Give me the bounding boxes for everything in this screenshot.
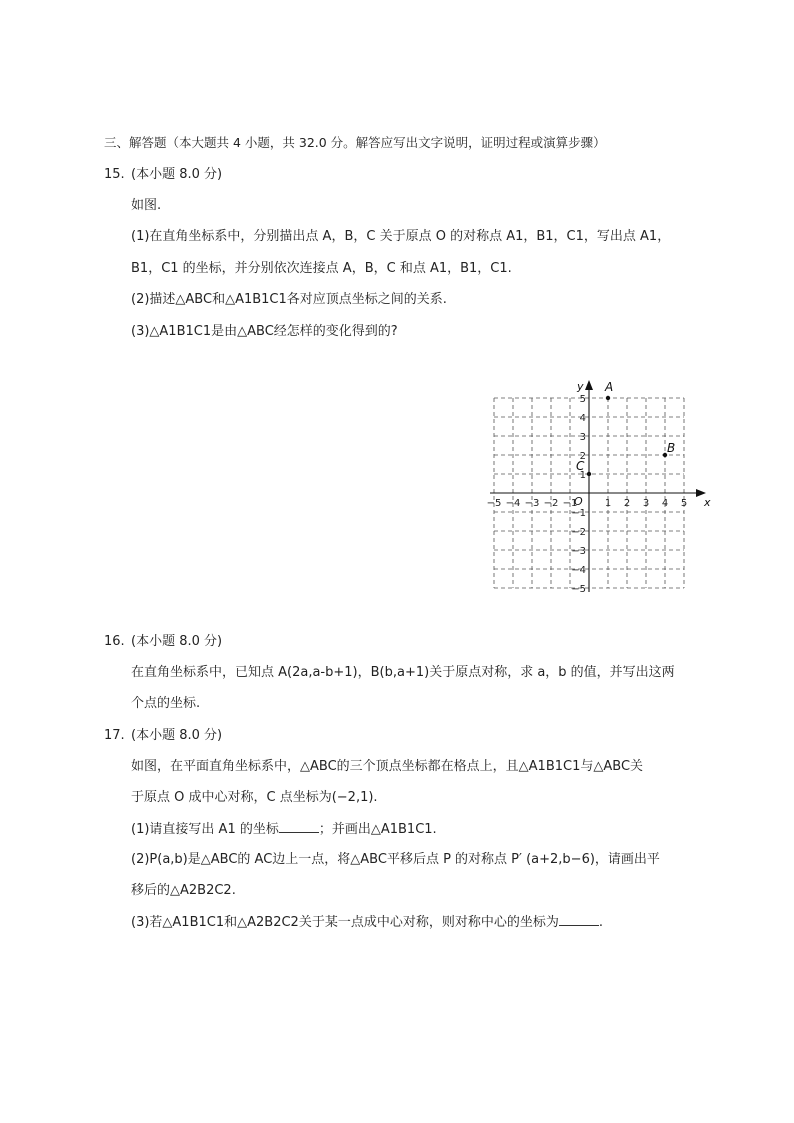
question-17-line (131, 820, 437, 839)
x-tick-label: 4 (661, 498, 669, 509)
x-tick-label: −4 (505, 498, 521, 509)
answer-blank (279, 820, 319, 833)
question-17-line (131, 913, 603, 932)
y-tick-label: 5 (579, 394, 586, 405)
question-15-line: (2)描述△ABC和△A1B1C1各对应顶点坐标之间的关系. (131, 292, 447, 307)
question-17-part-3-text: (3)若△A1B1C1和△A2B2C2关于某一点成中心对称，则对称中心的坐标为 (131, 915, 559, 930)
x-axis-label: x (704, 496, 711, 509)
y-tick-label: −2 (571, 527, 586, 538)
question-15-line: B1，C1 的坐标，并分别依次连接点 A，B，C 和点 A1，B1，C1. (131, 261, 512, 276)
question-15-line: (3)△A1B1C1是由△ABC经怎样的变化得到的? (131, 324, 398, 339)
question-15-number: 15. (104, 167, 125, 182)
x-tick-label: −3 (524, 498, 540, 509)
y-axis-label: y (577, 380, 584, 393)
question-16-line: 个点的坐标. (131, 696, 201, 711)
x-tick-label: −2 (543, 498, 559, 509)
question-17-number: 17. (104, 728, 125, 743)
answer-blank (559, 913, 599, 926)
x-tick-label: 5 (680, 498, 688, 509)
y-tick-label: −3 (571, 546, 586, 557)
question-16-number: 16. (104, 634, 125, 649)
question-16-score: (本小题 8.0 分) (131, 634, 223, 649)
question-17-part-3-tail: . (598, 915, 603, 930)
coordinate-grid-figure (462, 375, 711, 595)
question-17-line: (2)P(a,b)是△ABC的 AC边上一点，将△ABC平移后点 P 的对称点 P′ (a+2,b−6)，请画出平 (131, 852, 660, 867)
question-17-part-1-tail: ；并画出△A1B1C1. (318, 822, 437, 837)
point-label-c: C (576, 459, 585, 473)
question-17-part-1-text: (1)请直接写出 A1 的坐标 (131, 822, 279, 837)
y-tick-label: −5 (571, 584, 586, 595)
y-tick-label: 2 (579, 451, 586, 462)
point-label-b: B (667, 441, 676, 455)
question-15-line: 如图. (131, 198, 162, 213)
question-17-line: 移后的△A2B2C2. (131, 883, 236, 898)
tick-labels (487, 394, 688, 595)
origin-label: O (574, 495, 583, 508)
axes (490, 380, 711, 592)
x-tick-label: 2 (623, 498, 631, 509)
y-tick-label: 3 (579, 432, 586, 443)
points (576, 380, 675, 476)
x-tick-label: −1 (562, 498, 578, 509)
y-tick-label: −1 (571, 508, 586, 519)
question-15-line: (1)在直角坐标系中，分别描出点 A，B，C 关于原点 O 的对称点 A1，B1，C1，写出点 A1， (131, 229, 671, 244)
point-a (606, 396, 610, 400)
x-tick-label: 1 (604, 498, 612, 509)
x-tick-label: −5 (486, 498, 502, 509)
y-tick-label: 4 (579, 413, 586, 424)
y-tick-label: 1 (579, 470, 586, 481)
y-tick-label: −4 (571, 565, 586, 576)
point-c (587, 472, 591, 476)
question-17-line: 于原点 O 成中心对称，C 点坐标为(−2,1). (131, 790, 378, 805)
section-title: 三、解答题（本大题共 4 小题，共 32.0 分。解答应写出文字说明，证明过程或演算步骤） (104, 135, 606, 150)
y-axis-arrow (585, 380, 593, 390)
question-17-score: (本小题 8.0 分) (131, 728, 223, 743)
question-16-line: 在直角坐标系中，已知点 A(2a,a-b+1)，B(b,a+1)关于原点对称，求 a，b 的值，并写出这两 (131, 665, 675, 680)
question-15-score: (本小题 8.0 分) (131, 167, 223, 182)
point-label-a: A (605, 380, 614, 394)
x-tick-label: 3 (642, 498, 650, 509)
question-17-line: 如图，在平面直角坐标系中，△ABC的三个顶点坐标都在格点上，且△A1B1C1与△ABC关 (131, 759, 644, 774)
